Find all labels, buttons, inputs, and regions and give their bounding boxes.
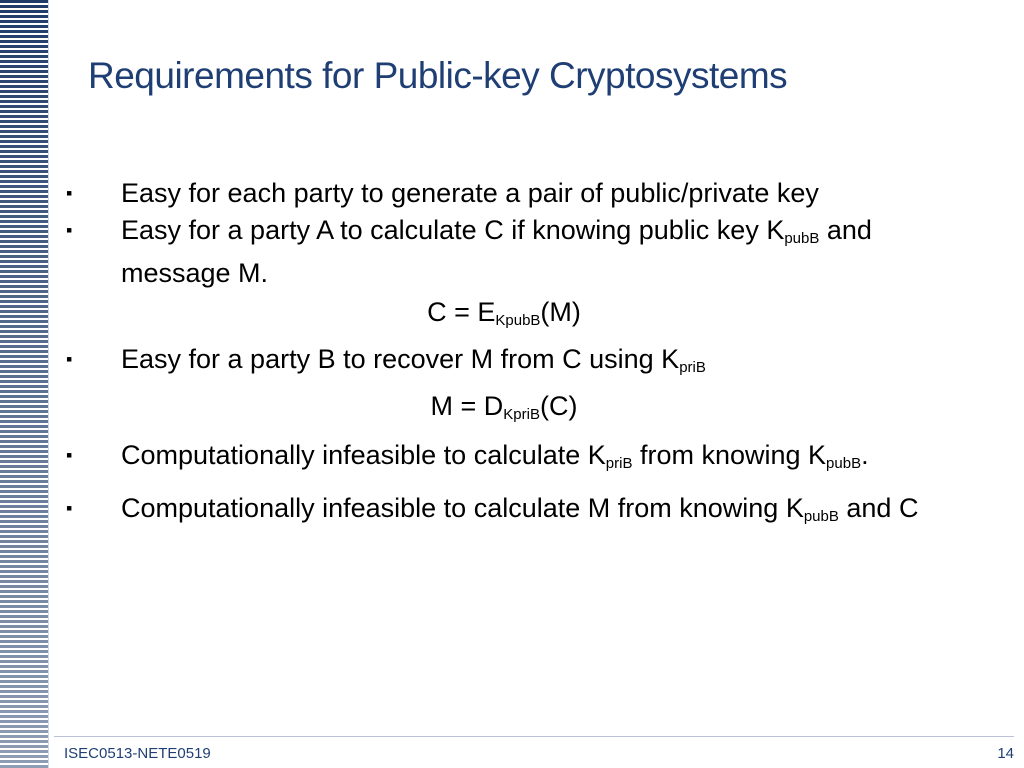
bullet-icon: ▪ [66, 183, 73, 203]
bullet-text-part: Easy for a party B to recover M from C using K [121, 344, 680, 374]
slide-footer [64, 745, 1014, 762]
left-decorative-stripe [0, 0, 49, 768]
bullet-item-3 [66, 342, 966, 385]
bullet-text [121, 342, 966, 385]
bullet-item-2 [66, 213, 966, 291]
footer-page-number: 14 [997, 745, 1014, 762]
bullet-icon: ▪ [66, 445, 73, 465]
formula-decryption [54, 387, 954, 434]
formula-suffix: (C) [539, 391, 578, 421]
formula-subscript: KpriB [503, 406, 540, 423]
formula-prefix: M = D [430, 391, 504, 421]
bullet-text [121, 438, 966, 481]
bullet-item-5 [66, 491, 966, 534]
bullet-text-part: Computationally infeasible to calculate K [121, 440, 606, 470]
bullet-text-part: . [861, 440, 869, 470]
bullet-text-part: and message M. [121, 215, 872, 288]
formula-encryption [54, 293, 954, 340]
subscript: pubB [784, 230, 820, 247]
bullet-icon: ▪ [66, 220, 73, 240]
formula-subscript: KpubB [495, 312, 541, 329]
slide-content [66, 176, 966, 534]
bullet-icon: ▪ [66, 498, 73, 518]
formula-prefix: C = E [427, 297, 496, 327]
bullet-text-part: Computationally infeasible to calculate M from knowing K [121, 493, 804, 523]
formula-suffix: (M) [540, 297, 581, 327]
subscript: pubB [803, 508, 839, 525]
bullet-item-4 [66, 438, 966, 481]
footer-divider [54, 736, 1014, 737]
bullet-text [121, 213, 966, 291]
bullet-text-part: from knowing K [632, 440, 827, 470]
subscript: pubB [826, 455, 862, 472]
subscript: priB [605, 455, 633, 472]
bullet-text-part: Easy for a party A to calculate C if knowing public key K [121, 215, 785, 245]
bullet-icon: ▪ [66, 349, 73, 369]
slide-title: Requirements for Public-key Cryptosystems [88, 55, 788, 96]
bullet-text [121, 491, 966, 534]
bullet-text-part: and C [838, 493, 919, 523]
subscript: priB [679, 359, 706, 376]
bullet-item-1 [66, 176, 966, 211]
footer-course-code: ISEC0513-NETE0519 [64, 745, 211, 762]
bullet-text: Easy for each party to generate a pair of public/private key [121, 178, 819, 208]
